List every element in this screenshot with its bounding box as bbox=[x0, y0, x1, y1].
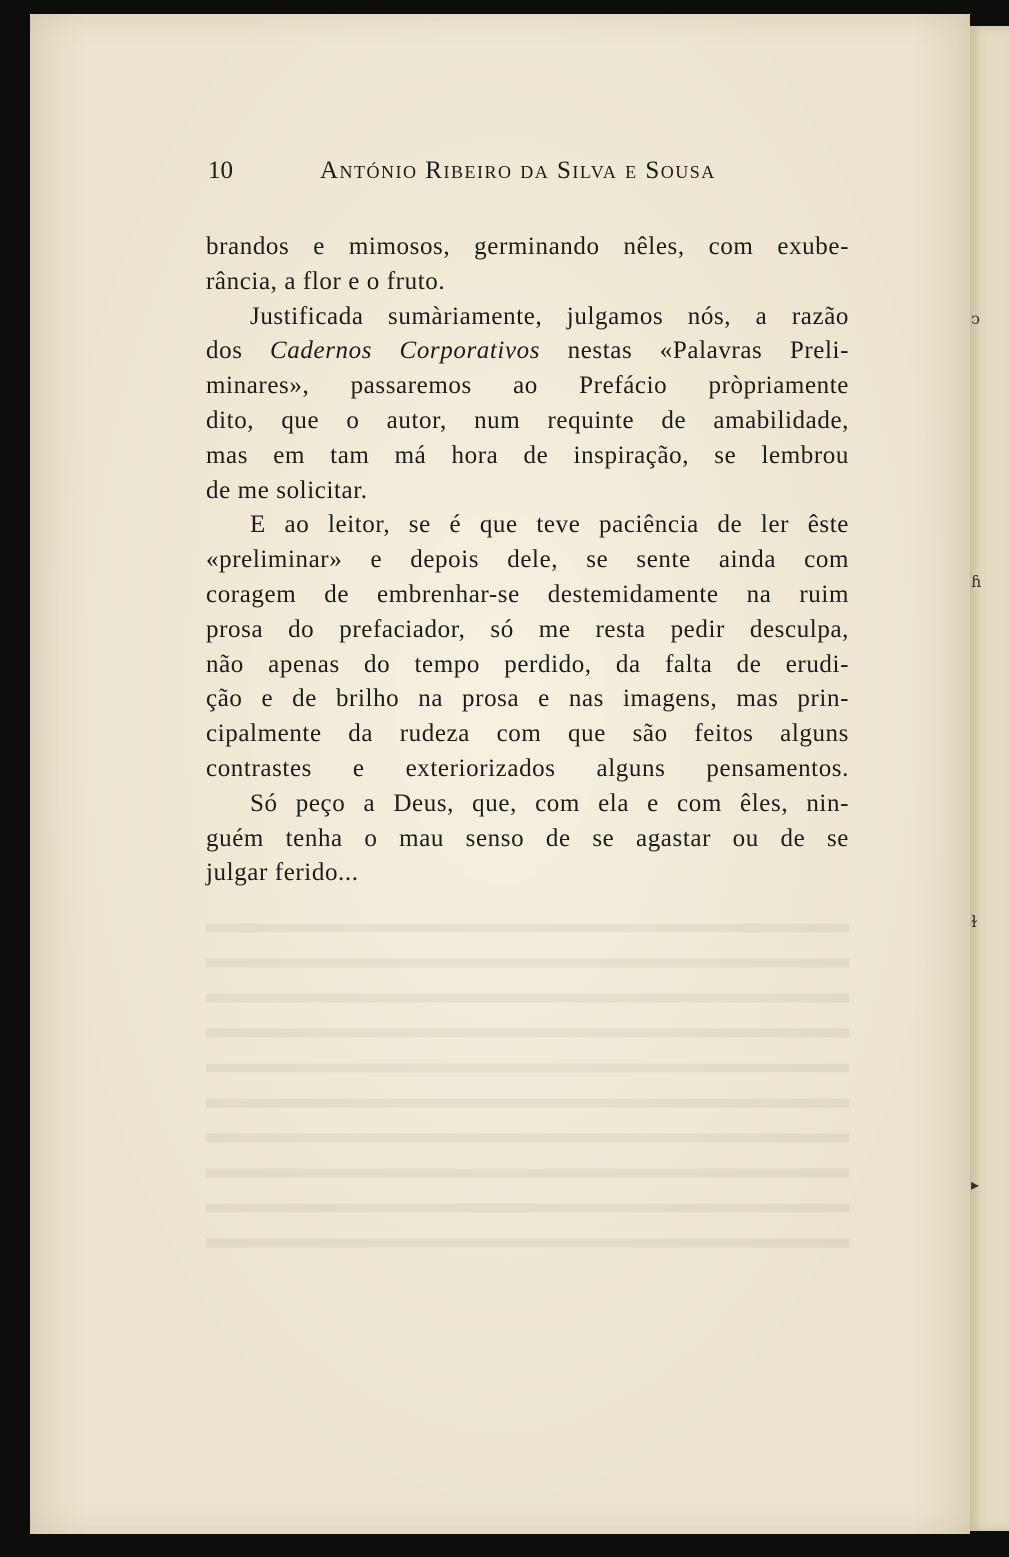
italic-title: Cadernos Corporativos bbox=[270, 337, 541, 365]
text-line: «preliminar» e depois dele, se sente ainda com bbox=[206, 546, 849, 574]
body-text bbox=[206, 230, 849, 891]
text-line: rância, a flor e o fruto. bbox=[206, 267, 446, 295]
text-line: julgar ferido... bbox=[206, 859, 359, 887]
text-line: cipalmente da rudeza com que são feitos alguns bbox=[206, 720, 849, 748]
text-line: dito, que o autor, num requinte de amabilidade, bbox=[206, 406, 849, 434]
page-number: 10 bbox=[208, 157, 233, 184]
page-header bbox=[208, 156, 848, 190]
text-line: não apenas do tempo perdido, da falta de erudi- bbox=[206, 650, 849, 678]
text-line: Só peço a Deus, que, com ela e com êles, nin- bbox=[250, 789, 849, 817]
text-line: de me solicitar. bbox=[206, 476, 368, 504]
text-line: minares», passaremos ao Prefácio pròpriamente bbox=[206, 372, 849, 400]
text-line: ção e de brilho na prosa e nas imagens, mas prin- bbox=[206, 685, 849, 713]
margin-mark: ↄ bbox=[971, 309, 980, 328]
text-line: contrastes e exteriorizados alguns pensamentos. bbox=[206, 754, 849, 782]
text-line: coragem de embrenhar-se destemidamente na ruim bbox=[206, 580, 849, 608]
text-line: guém tenha o mau senso de se agastar ou de se bbox=[206, 824, 849, 852]
text-run: dos bbox=[206, 337, 271, 365]
text-line bbox=[206, 334, 849, 369]
text-line: mas em tam má hora de inspiração, se lembrou bbox=[206, 441, 849, 469]
text-line: E ao leitor, se é que teve paciência de ler êste bbox=[250, 511, 849, 539]
text-run: nestas «Palavras Preli- bbox=[540, 337, 850, 365]
text-line: Justificada sumàriamente, julgamos nós, a razão bbox=[250, 302, 849, 330]
margin-mark: ▸ bbox=[971, 1175, 980, 1194]
adjacent-page-edge bbox=[968, 26, 1009, 1531]
running-head: António Ribeiro da Silva e Sousa bbox=[320, 157, 716, 184]
margin-mark: ɦ bbox=[971, 572, 982, 591]
show-through-text bbox=[206, 905, 849, 1265]
text-line: brandos e mimosos, germinando nêles, com exube- bbox=[206, 233, 849, 260]
text-line: prosa do prefaciador, só me resta pedir desculpa, bbox=[206, 615, 849, 643]
margin-mark: ɫ bbox=[971, 912, 978, 931]
